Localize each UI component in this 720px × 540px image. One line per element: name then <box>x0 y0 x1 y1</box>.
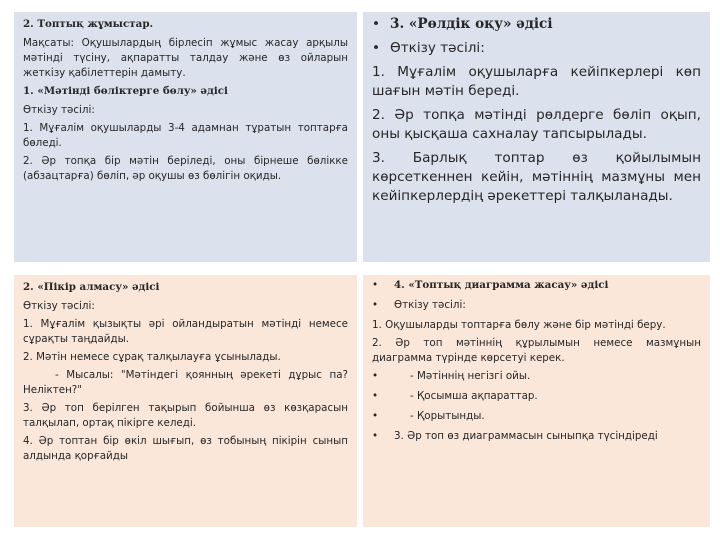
method-title: 3. «Рөлдік оқу» әдісі <box>390 16 553 32</box>
panel-group-diagram <box>363 275 710 527</box>
bullet: • <box>372 279 379 291</box>
step-text: 2. Мәтін немесе сұрақ талқылауға ұсынылады. <box>23 351 281 363</box>
step-text: 1. Оқушыларды топтарға бөлу және бір мәтінді беру. <box>372 319 666 331</box>
method-title: 1. «Мәтінді бөліктерге бөлу» әдісі <box>23 85 228 97</box>
sub-item: - Мәтіннің негізгі ойы. <box>410 370 531 382</box>
step-text: 2. Әр топ мәтіннің құрылымын немесе мазмұнын диаграмма түрінде көрсетуі керек. <box>372 337 701 364</box>
panel-role-reading <box>363 12 710 262</box>
step-text: 3. Әр топ берілген тақырып бойынша өз көзқарасын талқылап, ортақ пікірге келеді. <box>23 402 348 429</box>
list-item <box>372 278 701 293</box>
bullet: • <box>372 390 379 402</box>
bullet: • <box>372 410 379 422</box>
step-text: 3. Әр топ өз диаграммасын сыныпқа түсіндіреді <box>394 430 658 442</box>
bullet: • <box>372 299 379 311</box>
list-item <box>372 15 701 34</box>
panel-group-work <box>14 12 357 262</box>
list-item <box>372 369 701 384</box>
step-text: 4. Әр топтан бір өкіл шығып, өз тобының пікірін сынып алдында қорғайды <box>23 435 348 462</box>
bullet: • <box>372 16 381 32</box>
step-text: 1. Мұғалім оқушыларды 3-4 адамнан тұратын топтарға бөледі. <box>23 122 348 149</box>
method-title: 4. «Топтық диаграмма жасау» әдісі <box>394 279 609 291</box>
list-item <box>372 389 701 404</box>
bullet: • <box>372 370 379 382</box>
step-text: 2. Әр топқа бір мәтін беріледі, оны бірнеше бөлікке (абзацтарға) бөліп, әр оқушы өз бөлігін оқиды. <box>23 155 348 182</box>
procedure-label: Өткізу тәсілі: <box>394 299 466 311</box>
bullet: • <box>372 430 379 442</box>
list-item <box>372 39 701 58</box>
step-text: 1. Мұғалім қызықты әрі ойландыратын мәтінді немесе сұрақты таңдайды. <box>23 318 348 345</box>
example-text: - Мысалы: "Мәтіндегі қоянның әрекеті дұрыс па? Неліктен?" <box>23 369 348 396</box>
method-title: 2. «Пікір алмасу» әдісі <box>23 281 160 293</box>
procedure-label: Өткізу тәсілі: <box>23 104 95 116</box>
purpose-text: Мақсаты: Оқушылардың бірлесіп жұмыс жасау арқылы мәтінді түсіну, ақпаратты талдау және өз ойларын жеткізу қабілеттерін дамыту. <box>23 37 348 79</box>
sub-item: - Қорытынды. <box>410 410 485 422</box>
bullet: • <box>372 40 381 56</box>
step-text: 3. Барлық топтар өз қойылымын көрсеткеннен кейін, мәтіннің мазмұны мен кейіпкерлердің әрекеттері талқыланады. <box>372 150 701 204</box>
list-item <box>372 298 701 313</box>
list-item <box>372 409 701 424</box>
list-item <box>372 429 701 444</box>
sub-item: - Қосымша ақпараттар. <box>410 390 538 402</box>
panel-opinion-exchange <box>14 275 357 527</box>
step-text: 1. Мұғалім оқушыларға кейіпкерлері көп шағын мәтін береді. <box>372 64 701 99</box>
procedure-label: Өткізу тәсілі: <box>23 300 95 312</box>
procedure-label: Өткізу тәсілі: <box>390 40 485 56</box>
panel-title: 2. Топтық жұмыстар. <box>23 18 154 30</box>
step-text: 2. Әр топқа мәтінді рөлдерге бөліп оқып, оны қысқаша сахналау тапсырылады. <box>372 107 701 142</box>
